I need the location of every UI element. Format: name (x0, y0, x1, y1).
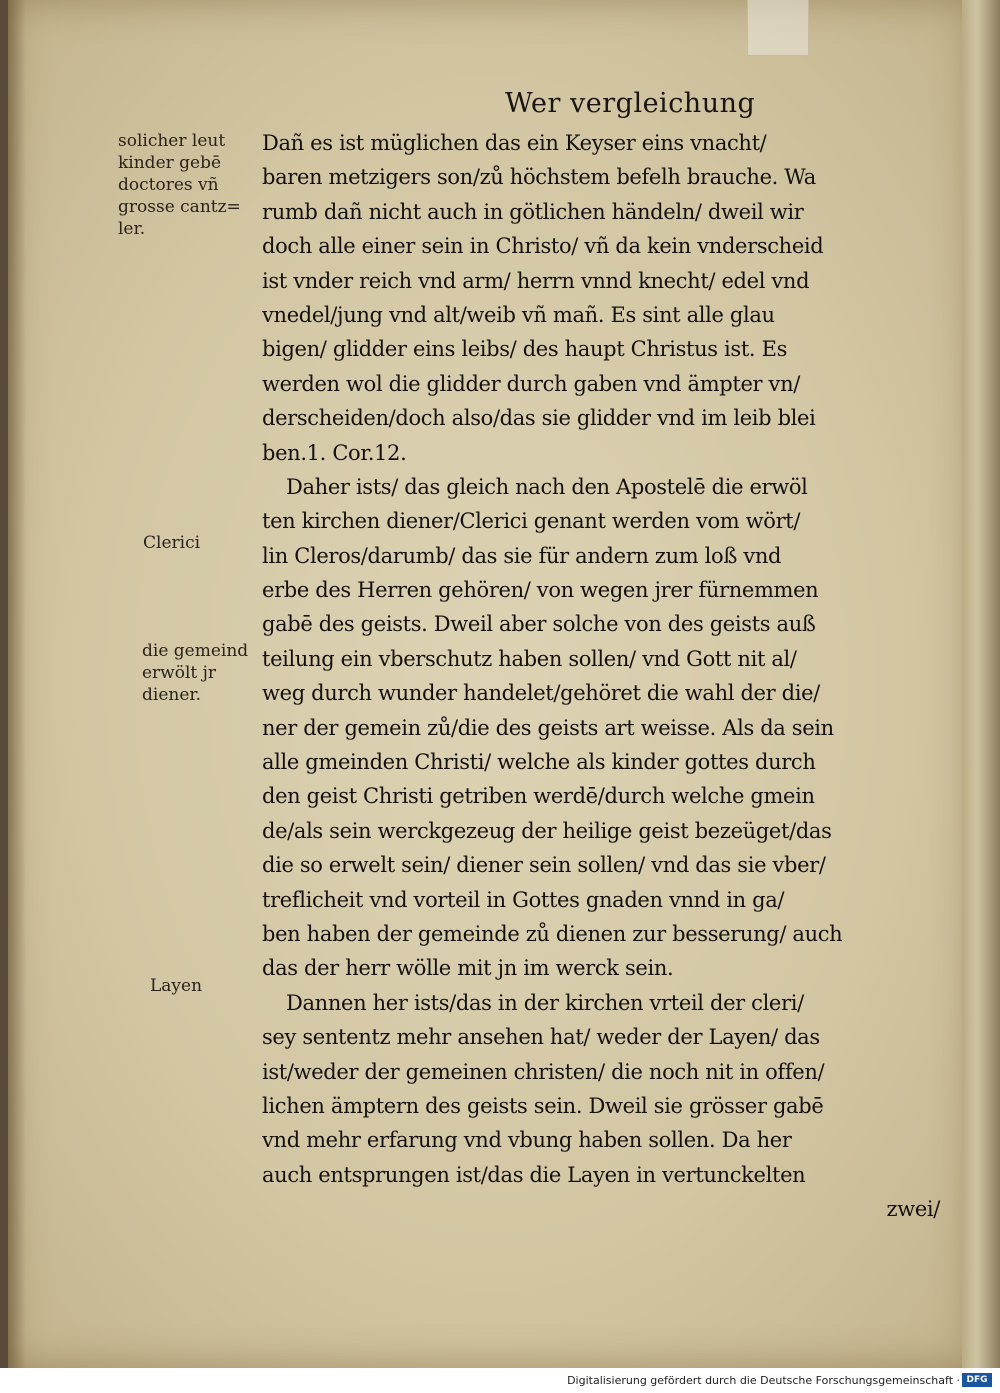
footer-credit: Digitalisierung gefördert durch die Deutsche Forschungsgemeinschaft · (567, 1374, 960, 1387)
text-line: rumb dañ nicht auch in götlichen händeln/ dweil wir (262, 199, 804, 224)
marginal-line: die gemeind (142, 641, 249, 661)
marginal-line: solicher leut (118, 131, 226, 151)
text-line: ist vnder reich vnd arm/ herrn vnnd knecht/ edel vnd (262, 268, 810, 293)
page-gutter-shadow (8, 0, 26, 1368)
body-text-block (262, 126, 952, 1227)
text-line: werden wol die glidder durch gaben vnd ämpter vn/ (262, 371, 800, 396)
marginal-line: Clerici (143, 533, 201, 553)
marginal-line: Layen (150, 976, 203, 996)
marginal-line: doctores vñ (118, 175, 219, 195)
text-line: de/als sein werckgezeug der heilige geist bezeüget/das (262, 818, 832, 843)
text-line: gabē des geists. Dweil aber solche von des geists auß (262, 612, 816, 637)
page-edge (962, 0, 1000, 1368)
text-line: vnedel/jung vnd alt/weib vñ mañ. Es sint alle glau (262, 302, 775, 327)
text-line: ten kirchen diener/Clerici genant werden vom wört/ (262, 509, 801, 534)
text-line: ben.1. Cor.12. (262, 440, 407, 465)
text-line: treflicheit vnd vorteil in Gottes gnaden vnnd in ga/ (262, 887, 785, 912)
marginal-note-3 (142, 640, 248, 706)
text-line: alle gmeinden Christi/ welche als kinder gottes durch (262, 750, 816, 775)
marginal-line: ler. (118, 219, 146, 239)
text-line: das der herr wölle mit jn im werck sein. (262, 956, 674, 981)
text-line: sey sententz mehr ansehen hat/ weder der Layen/ das (262, 1025, 820, 1050)
dfg-logo-icon: DFG (962, 1373, 992, 1387)
text-line: vnd mehr erfarung vnd vbung haben sollen. Da her (262, 1128, 792, 1153)
text-line: die so erwelt sein/ diener sein sollen/ vnd das sie vber/ (262, 853, 826, 878)
marginal-note-2 (143, 532, 200, 554)
text-line: erbe des Herren gehören/ von wegen jrer fürnemmen (262, 578, 819, 603)
text-line: lin Cleros/darumb/ das sie für andern zum loß vnd (262, 543, 782, 568)
text-line: bigen/ glidder eins leibs/ des haupt Christus ist. Es (262, 337, 787, 362)
text-line: Dañ es ist müglichen das ein Keyser eins vnacht/ (262, 131, 767, 155)
marginal-line: diener. (142, 685, 202, 705)
text-line: den geist Christi getriben werdē/durch welche gmein (262, 784, 815, 809)
text-line: ner der gemein zů/die des geists art weisse. Als da sein (262, 715, 834, 740)
tape-strip (747, 0, 809, 56)
text-line: baren metzigers son/zů höchstem befelh brauche. Wa (262, 165, 816, 190)
marginal-line: grosse cantz= (118, 197, 241, 217)
running-title: Wer vergleichung (505, 88, 756, 119)
text-line: doch alle einer sein in Christo/ vñ da kein vnderscheid (262, 234, 824, 259)
text-line: ben haben der gemeinde zů dienen zur besserung/ auch (262, 921, 843, 946)
text-line: Daher ists/ das gleich nach den Apostelē die erwöl (286, 474, 808, 499)
text-line: derscheiden/doch also/das sie glidder vnd im leib blei (262, 406, 816, 431)
text-line: Dannen her ists/das in der kirchen vrteil der cleri/ (286, 990, 804, 1015)
catchword: zwei/ (886, 1197, 940, 1222)
text-line: teilung ein vberschutz haben sollen/ vnd Gott nit al/ (262, 646, 797, 671)
marginal-note-1 (118, 130, 241, 240)
text-line: auch entsprungen ist/das die Layen in vertunckelten (262, 1162, 806, 1187)
text-line: lichen ämptern des geists sein. Dweil sie grösser gabē (262, 1093, 824, 1118)
marginal-line: kinder gebē (118, 153, 222, 173)
marginal-line: erwölt jr (142, 663, 217, 683)
marginal-note-4 (150, 975, 202, 997)
text-line: ist/weder der gemeinen christen/ die noch nit in offen/ (262, 1059, 825, 1084)
text-line: weg durch wunder handelet/gehöret die wahl der die/ (262, 681, 820, 706)
